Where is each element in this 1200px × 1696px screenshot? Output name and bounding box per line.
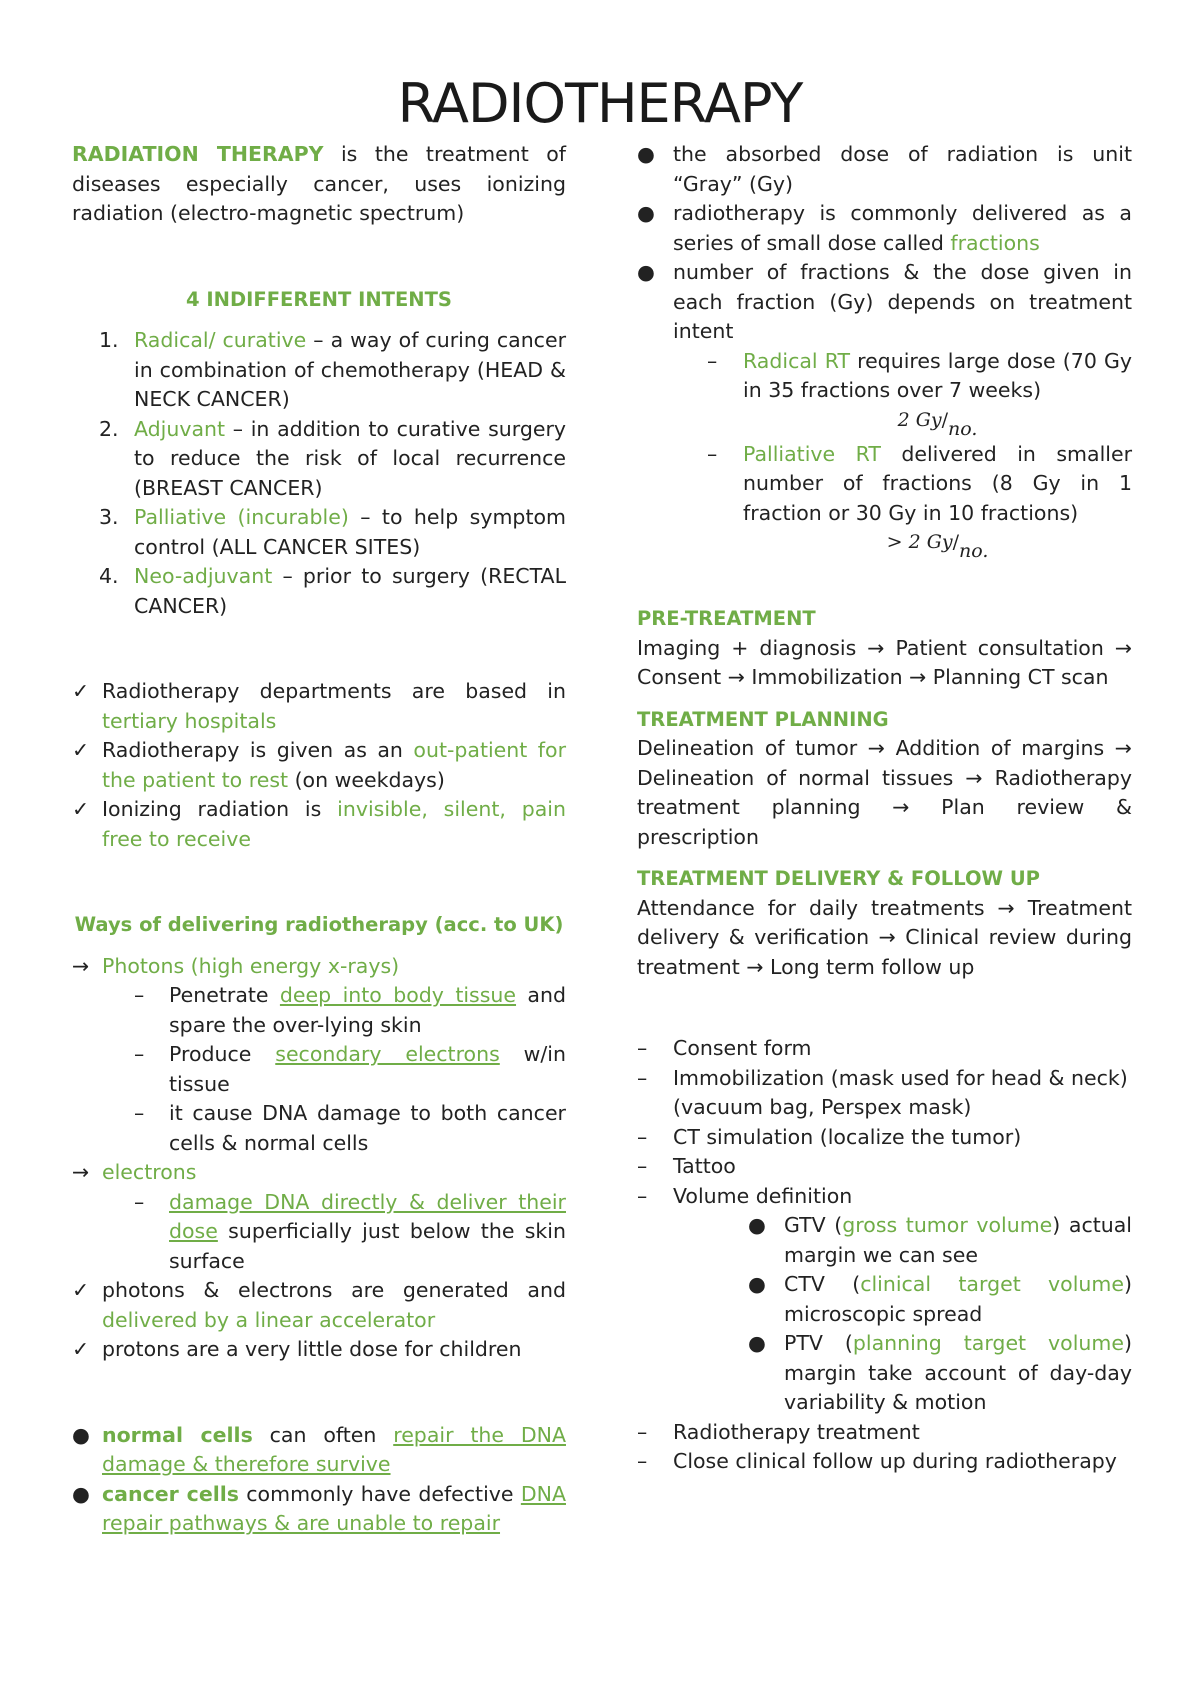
dose-item: ● radiotherapy is commonly delivered as a series of small dose called fractions [637, 199, 1132, 258]
dash-icon: – [637, 1449, 648, 1473]
dash-icon: – [134, 1042, 145, 1066]
cells-item: ● cancer cells commonly have defective DNA repair pathways & are unable to repair [72, 1480, 566, 1539]
pretreatment-text: Imaging + diagnosis → Patient consultation → Consent → Immobilization → Planning CT scan [637, 635, 1132, 689]
dose-subitem: – Palliative RT delivered in smaller number of fractions (8 Gy in 1 fraction or 30 Gy in 10 fractions) [707, 440, 1132, 529]
electrons-item [72, 1158, 566, 1188]
dash-icon: – [637, 1154, 648, 1178]
dose-formula: > 2 Gy/no. [886, 531, 989, 562]
intent-term: Adjuvant [134, 416, 226, 441]
dash-icon: – [134, 1189, 145, 1214]
photons-subitem: – it cause DNA damage to both cancer cells & normal cells [134, 1099, 566, 1158]
dash-icon: – [637, 1419, 648, 1444]
check-item: ✓ photons & electrons are generated and delivered by a linear accelerator [72, 1276, 566, 1335]
check-icon: ✓ [72, 1278, 90, 1302]
check-icon: ✓ [72, 1337, 90, 1361]
dose-item: ● number of fractions & the dose given in each fraction (Gy) depends on treatment intent [637, 258, 1132, 347]
cells-item: ● normal cells can often repair the DNA damage & therefore survive [72, 1421, 566, 1480]
volume-item: ● GTV (gross tumor volume) actual margin we can see [748, 1211, 1132, 1270]
photons-subitem: – Penetrate deep into body tissue and spare the over-lying skin [134, 981, 566, 1040]
volume-item: ● CTV (clinical target volume) microscopic spread [748, 1270, 1132, 1329]
right-column [637, 140, 1132, 1477]
dash-icon: – [134, 983, 145, 1007]
intent-term: Palliative (incurable) [134, 505, 349, 529]
bullet-icon: ● [748, 1331, 766, 1355]
planning-text: Delineation of tumor → Addition of margins → Delineation of normal tissues → Radiotherapy treatment planning → Plan review & prescription [637, 736, 1132, 849]
intent-desc: – in addition to curative surgery to reduce the risk of local recurrence (BREAST CANCER) [134, 416, 566, 500]
step-item: – Radiotherapy treatment [637, 1418, 1132, 1448]
bullet-icon: ● [637, 260, 655, 284]
step-item: – Close clinical follow up during radiotherapy [637, 1447, 1132, 1477]
intro-term: RADIATION THERAPY [72, 142, 324, 166]
step-item: – Tattoo [637, 1152, 1132, 1182]
ways-heading: Ways of delivering radiotherapy (acc. to UK) [74, 913, 564, 936]
planning-heading: TREATMENT PLANNING [637, 707, 889, 731]
dash-icon: – [637, 1124, 648, 1149]
arrow-icon: → [72, 953, 90, 978]
delivery-text: Attendance for daily treatments → Treatment delivery & verification → Clinical review during treatment → Long term follow up [637, 895, 1132, 979]
intent-term: Neo-adjuvant [134, 564, 273, 588]
step-item: – Volume definition [637, 1182, 1132, 1212]
dose-formula: 2 Gy/no. [897, 408, 978, 440]
photons-subitem: – Produce secondary electrons w/in tissue [134, 1040, 566, 1099]
dash-icon: – [707, 348, 718, 373]
bullet-icon: ● [72, 1481, 90, 1506]
page-title: RADIOTHERAPY [397, 72, 803, 135]
intent-desc: – prior to surgery (RECTAL CANCER) [134, 564, 566, 618]
check-item: ✓ protons are a very little dose for children [72, 1335, 566, 1365]
intent-desc: – to help symptom control (ALL CANCER SITES) [134, 505, 566, 559]
intents-heading: 4 INDIFFERENT INTENTS [186, 287, 452, 311]
electrons-label: electrons [102, 1160, 197, 1184]
photons-item [72, 952, 566, 982]
check-item: ✓ Radiotherapy departments are based in tertiary hospitals [72, 677, 566, 736]
dash-icon: – [707, 441, 718, 466]
volume-item: ● PTV (planning target volume) margin take account of day-day variability & motion [748, 1329, 1132, 1418]
bullet-icon: ● [637, 201, 655, 225]
check-item: ✓ Ionizing radiation is invisible, silent, pain free to receive [72, 795, 566, 854]
check-list [72, 677, 566, 854]
delivery-heading: TREATMENT DELIVERY & FOLLOW UP [637, 867, 1040, 890]
dash-icon: – [637, 1036, 648, 1060]
dose-subitem: – Radical RT requires large dose (70 Gy in 35 fractions over 7 weeks) [707, 347, 1132, 406]
electrons-subitem: – damage DNA directly & deliver their dose superficially just below the skin surface [134, 1188, 566, 1277]
step-item: – CT simulation (localize the tumor) [637, 1123, 1132, 1153]
intent-item: 2. Adjuvant – in addition to curative surgery to reduce the risk of local recurrence (BREAST CANCER) [99, 416, 566, 500]
check-icon: ✓ [72, 797, 90, 821]
dash-icon: – [637, 1065, 648, 1090]
intent-term: Radical/ curative [134, 328, 307, 352]
bullet-icon: ● [637, 142, 655, 166]
left-column [72, 140, 566, 1539]
dose-list [637, 140, 1133, 562]
dash-icon: – [637, 1183, 648, 1208]
dash-icon: – [134, 1101, 145, 1125]
check-item: ✓ Radiotherapy is given as an out-patient for the patient to rest (on weekdays) [72, 736, 566, 795]
check-icon: ✓ [72, 679, 90, 703]
cells-list [72, 1421, 566, 1539]
intent-item: 4. Neo-adjuvant – prior to surgery (RECTAL CANCER) [99, 564, 566, 618]
check-icon: ✓ [72, 738, 90, 762]
step-item: – Immobilization (mask used for head & neck) (vacuum bag, Perspex mask) [637, 1064, 1132, 1123]
steps-list [637, 1034, 1132, 1477]
intro-paragraph [72, 140, 566, 229]
intent-item: 1. Radical/ curative – a way of curing cancer in combination of chemotherapy (HEAD & NECK CANCER) [99, 328, 566, 411]
ways-list [72, 952, 566, 1365]
photons-label: Photons (high energy x-rays) [102, 953, 400, 978]
arrow-icon: → [72, 1160, 90, 1184]
intents-list [72, 326, 566, 621]
step-item: – Consent form [637, 1034, 1132, 1064]
bullet-icon: ● [748, 1213, 766, 1237]
intent-desc: – a way of curing cancer in combination of chemotherapy (HEAD & NECK CANCER) [134, 328, 566, 411]
bullet-icon: ● [748, 1272, 766, 1296]
bullet-icon: ● [72, 1422, 90, 1447]
pretreatment-heading: PRE-TREATMENT [637, 607, 816, 630]
intro-text: is the treatment of diseases especially cancer, uses ionizing radiation (electro-magnetic spectrum) [72, 142, 566, 225]
intent-item: 3. Palliative (incurable) – to help symptom control (ALL CANCER SITES) [99, 505, 566, 559]
dose-item: ● the absorbed dose of radiation is unit “Gray” (Gy) [637, 140, 1132, 199]
